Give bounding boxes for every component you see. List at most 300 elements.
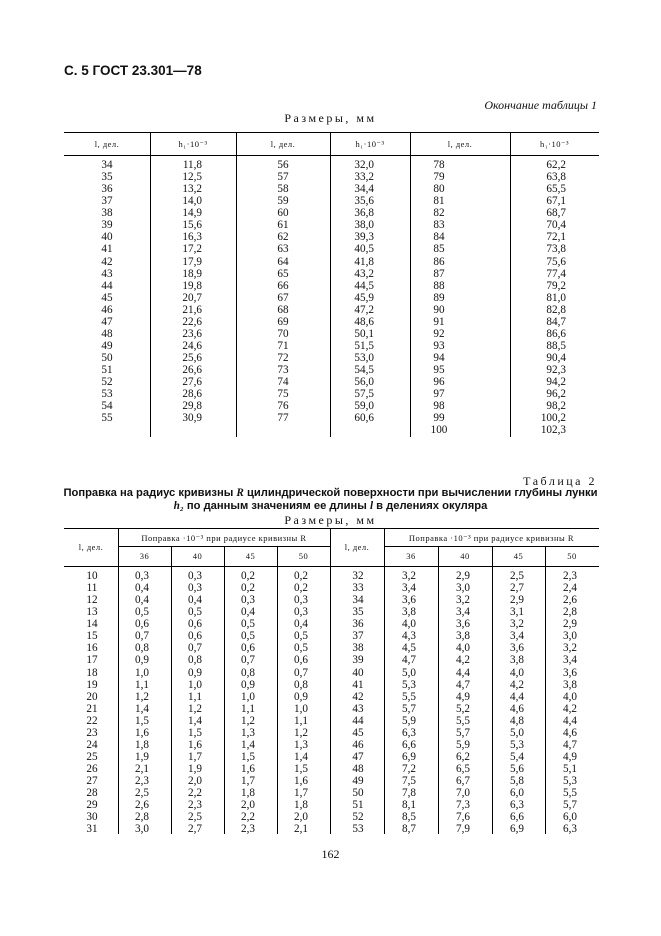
table-cell: 1,5: [241, 750, 255, 763]
table-cell: 0,9: [294, 690, 308, 703]
table-cell: 6,3: [563, 823, 577, 836]
table-cell: 94: [433, 352, 445, 364]
table-cell: 45,9: [354, 291, 374, 304]
table-cell: 17: [86, 654, 98, 667]
table-cell: 69: [277, 315, 289, 328]
table-cell: 1,0: [241, 690, 255, 703]
table-cell: 14,0: [182, 195, 202, 208]
table-cell: 1,7: [241, 775, 255, 788]
table-cell: 77,4: [546, 267, 566, 280]
table-cell: 21: [86, 702, 98, 715]
table-cell: 0,9: [188, 666, 202, 679]
table-cell: 0,5: [241, 630, 255, 643]
table-cell: 2,0: [294, 811, 308, 824]
table-cell: 2,9: [456, 570, 470, 582]
table-cell: 2,2: [241, 811, 255, 824]
table-cell: 4,7: [402, 654, 416, 667]
table-cell: 0,4: [135, 594, 149, 607]
table2-column: [340, 570, 376, 835]
table-cell: 5,6: [510, 763, 524, 775]
table-cell: 68,7: [546, 207, 566, 220]
table1-header-l: l, дел.: [270, 139, 296, 149]
table-cell: 4,8: [510, 714, 524, 727]
table-cell: 35: [352, 606, 364, 619]
table-cell: 92,3: [546, 364, 566, 377]
table-cell: 2,8: [563, 606, 577, 619]
table-cell: 95: [433, 364, 445, 377]
table-cell: 70: [277, 327, 289, 340]
table-cell: 73: [277, 364, 289, 377]
table-cell: 3,0: [135, 823, 149, 836]
table-cell: 15,6: [182, 219, 202, 232]
table-cell: 51,5: [354, 339, 374, 352]
table-cell: 59,0: [354, 400, 374, 413]
table-cell: 48: [101, 327, 113, 340]
table-cell: 0,6: [241, 642, 255, 655]
table-cell: 44: [101, 279, 113, 292]
table-cell: 1,0: [294, 702, 308, 715]
page-number: 162: [321, 847, 340, 861]
table-cell: 43,2: [354, 267, 374, 280]
table-cell: 1,8: [294, 799, 308, 812]
table-cell: 5,5: [563, 787, 577, 800]
table-cell: 2,5: [135, 787, 149, 800]
table-cell: 0,3: [294, 594, 308, 607]
table-cell: 35,6: [354, 195, 374, 208]
table-cell: 40,5: [354, 243, 374, 256]
table-cell: 3,8: [456, 630, 470, 643]
table2-header-rule: [64, 566, 599, 567]
table-cell: 3,2: [402, 570, 416, 582]
table2-radius-header: 36: [406, 551, 416, 561]
table-cell: 25: [86, 750, 98, 763]
page-header: С. 5 ГОСТ 23.301—78: [64, 63, 202, 78]
table-cell: 70,4: [546, 219, 566, 232]
table-cell: 1,5: [294, 763, 308, 775]
table-cell: 6,0: [510, 787, 524, 800]
table-cell: 98: [433, 400, 445, 413]
table-cell: 3,4: [563, 654, 577, 667]
table1-header-h1: h₁·10⁻³: [178, 139, 208, 149]
table-cell: 6,2: [456, 750, 470, 763]
table-cell: 36: [101, 183, 113, 196]
table-cell: 90: [433, 303, 445, 316]
table-cell: 1,9: [188, 763, 202, 775]
table-cell: 80: [433, 183, 445, 196]
table-cell: 46: [352, 738, 364, 751]
table2-radius-header: 36: [139, 551, 150, 561]
table-cell: 52: [352, 811, 364, 824]
table-cell: 87: [433, 267, 445, 280]
table-cell: 57: [277, 171, 289, 184]
table-cell: 3,4: [510, 630, 524, 643]
table-cell: 0,4: [241, 606, 255, 619]
table1-header-h1: h₁·10⁻³: [355, 139, 385, 149]
table1-sizes-caption: Размеры, мм: [284, 111, 377, 125]
table-cell: 96,2: [546, 388, 566, 401]
table-cell: 6,0: [563, 811, 577, 824]
table-cell: 0,6: [294, 654, 308, 667]
table-cell: 64: [277, 255, 289, 268]
table-cell: 97: [433, 388, 445, 401]
table-cell: 0,8: [135, 642, 149, 655]
table-cell: 6,9: [402, 750, 416, 763]
table-cell: 34: [352, 594, 364, 607]
table-cell: 27: [86, 775, 98, 788]
table-cell: 1,5: [188, 726, 202, 739]
table-cell: 94,2: [546, 376, 566, 389]
table-cell: 44: [352, 714, 364, 727]
table-cell: 72,1: [546, 231, 566, 244]
table-cell: 41: [101, 243, 113, 256]
table-cell: 3,6: [402, 594, 416, 607]
table-cell: 4,0: [402, 618, 416, 631]
table-cell: 37: [101, 195, 113, 208]
table-cell: 1,4: [241, 738, 255, 751]
table-cell: 5,7: [456, 726, 470, 739]
table-cell: 53: [101, 388, 113, 401]
table-cell: 19: [86, 678, 98, 691]
table2-radius-header: 40: [192, 551, 203, 561]
table-cell: 4,6: [563, 726, 577, 739]
table-cell: 17,2: [182, 243, 202, 256]
table-cell: 13,2: [182, 183, 202, 196]
table-cell: 1,1: [241, 702, 255, 715]
table-cell: 1,7: [294, 787, 308, 800]
table-cell: 6,6: [510, 811, 524, 824]
table-cell: 2,7: [510, 582, 524, 595]
table-cell: 26: [86, 763, 98, 775]
table-cell: 72: [277, 352, 289, 364]
table-cell: 5,4: [510, 750, 524, 763]
table-cell: 12: [86, 594, 98, 607]
table2-radius-header: 45: [245, 551, 256, 561]
table-cell: 2,3: [241, 823, 255, 836]
table-cell: 43: [101, 267, 113, 280]
table-cell: 2,6: [135, 799, 149, 812]
table-cell: 6,3: [510, 799, 524, 812]
table-cell: 39,3: [354, 231, 374, 244]
table-cell: 43: [352, 702, 364, 715]
table-cell: 1,5: [135, 714, 149, 727]
table-cell: 2,9: [563, 618, 577, 631]
table-cell: 1,0: [135, 666, 149, 679]
table2-column: [277, 570, 308, 835]
table-cell: 2,2: [188, 787, 202, 800]
table-cell: 23: [86, 726, 98, 739]
table-cell: 77: [277, 412, 289, 425]
table-cell: 36,8: [354, 207, 374, 220]
table-cell: 0,4: [294, 618, 308, 631]
table-cell: 5,5: [402, 690, 416, 703]
table2-divider: [330, 528, 331, 834]
table-cell: 4,9: [563, 750, 577, 763]
table2-column: [74, 570, 110, 835]
table-cell: 44,5: [354, 279, 374, 292]
table-cell: 73,8: [546, 243, 566, 256]
table-cell: 5,7: [402, 702, 416, 715]
table-cell: 83: [433, 219, 445, 232]
table-cell: 1,1: [135, 678, 149, 691]
table-cell: 0,2: [294, 570, 308, 582]
table-cell: 47: [352, 750, 364, 763]
table1-column: [266, 159, 300, 424]
table-cell: 4,0: [563, 690, 577, 703]
table-cell: 30,9: [182, 412, 202, 425]
table-cell: 7,8: [402, 787, 416, 800]
table-cell: 58: [277, 183, 289, 196]
table-cell: 6,5: [456, 763, 470, 775]
table-cell: 23,6: [182, 327, 202, 340]
table2-radius-header: 40: [460, 551, 470, 561]
table-cell: 3,1: [510, 606, 524, 619]
table-cell: 82,8: [546, 303, 566, 316]
table2-column: [224, 570, 255, 835]
table-cell: 0,9: [135, 654, 149, 667]
table-cell: 1,0: [188, 678, 202, 691]
table-cell: 78: [433, 159, 445, 171]
table-cell: 65,5: [546, 183, 566, 196]
table-cell: 0,5: [294, 630, 308, 643]
table-cell: 0,3: [294, 606, 308, 619]
table1-top-rule: [64, 132, 599, 133]
continuation-label: Окончание таблицы 1: [484, 98, 597, 112]
table-cell: 50: [101, 352, 113, 364]
table-cell: 40: [352, 666, 364, 679]
table-cell: 1,4: [135, 702, 149, 715]
table-cell: 41: [352, 678, 364, 691]
table1-column: [90, 159, 124, 424]
table-cell: 2,1: [294, 823, 308, 836]
table-cell: 47,2: [354, 303, 374, 316]
table-cell: 68: [277, 303, 289, 316]
table-cell: 90,4: [546, 352, 566, 364]
table-cell: 32: [352, 570, 364, 582]
table-cell: 0,3: [135, 570, 149, 582]
table-cell: 75: [277, 388, 289, 401]
table2-header-l: l, дел.: [344, 542, 370, 552]
table1-column: [330, 159, 374, 424]
table-cell: 75,6: [546, 255, 566, 268]
table-cell: 2,0: [188, 775, 202, 788]
table-cell: 0,6: [188, 618, 202, 631]
table-cell: 2,9: [510, 594, 524, 607]
table-cell: 5,1: [563, 763, 577, 775]
table2-group-header: Поправка ·10⁻³ при радиусе кривизны R: [141, 533, 307, 543]
table-cell: 39: [352, 654, 364, 667]
table-cell: 22,6: [182, 315, 202, 328]
table-cell: 25,6: [182, 352, 202, 364]
table-cell: 1,9: [135, 750, 149, 763]
table-cell: 48,6: [354, 315, 374, 328]
table-cell: 24: [86, 738, 98, 751]
table-cell: 13: [86, 606, 98, 619]
table-cell: 82: [433, 207, 445, 220]
table-cell: 14,9: [182, 207, 202, 220]
table-cell: 42: [352, 690, 364, 703]
table-cell: 4,2: [563, 702, 577, 715]
table-cell: 49: [352, 775, 364, 788]
table-cell: 26,6: [182, 364, 202, 377]
table-cell: 52: [101, 376, 113, 389]
table-cell: 4,7: [456, 678, 470, 691]
table-cell: 1,4: [294, 750, 308, 763]
table-cell: 86,6: [546, 327, 566, 340]
table-cell: 45: [101, 291, 113, 304]
table2-header-l: l, дел.: [78, 542, 104, 552]
table-cell: 71: [277, 339, 289, 352]
table-cell: 0,2: [294, 582, 308, 595]
table-cell: 0,7: [188, 642, 202, 655]
table-cell: 2,6: [563, 594, 577, 607]
table-cell: 0,8: [188, 654, 202, 667]
table-cell: 79: [433, 171, 445, 184]
table-cell: 3,8: [402, 606, 416, 619]
table-cell: 0,2: [241, 582, 255, 595]
table-cell: 0,7: [135, 630, 149, 643]
table-cell: 2,7: [188, 823, 202, 836]
table-cell: 86: [433, 255, 445, 268]
table-cell: 0,4: [135, 582, 149, 595]
table-cell: 3,2: [510, 618, 524, 631]
table-cell: 88: [433, 279, 445, 292]
table-cell: 15: [86, 630, 98, 643]
table-cell: 60,6: [354, 412, 374, 425]
table-cell: 3,8: [510, 654, 524, 667]
table-cell: 5,7: [563, 799, 577, 812]
table-cell: 29: [86, 799, 98, 812]
table-cell: 1,2: [188, 702, 202, 715]
table-cell: 2,1: [135, 763, 149, 775]
table-cell: 84: [433, 231, 445, 244]
table-cell: 5,3: [563, 775, 577, 788]
table-cell: 60: [277, 207, 289, 220]
table-cell: 22: [86, 714, 98, 727]
table-cell: 14: [86, 618, 98, 631]
table-cell: 38,0: [354, 219, 374, 232]
table-cell: 0,5: [135, 606, 149, 619]
table-cell: 4,0: [456, 642, 470, 655]
table-cell: 5,0: [402, 666, 416, 679]
table-cell: 1,3: [241, 726, 255, 739]
table-cell: 18,9: [182, 267, 202, 280]
table2-column: [171, 570, 202, 835]
table-cell: 37: [352, 630, 364, 643]
table-cell: 18: [86, 666, 98, 679]
table-cell: 98,2: [546, 400, 566, 413]
table-cell: 8,7: [402, 823, 416, 836]
table-cell: 5,9: [402, 714, 416, 727]
table-cell: 2,4: [563, 582, 577, 595]
table-cell: 6,6: [402, 738, 416, 751]
table-cell: 35: [101, 171, 113, 184]
table-cell: 56: [277, 159, 289, 171]
table-cell: 7,0: [456, 787, 470, 800]
table-cell: 19,8: [182, 279, 202, 292]
table-cell: 4,5: [402, 642, 416, 655]
table-cell: 29,8: [182, 400, 202, 413]
table-cell: 17,9: [182, 255, 202, 268]
table-cell: 5,5: [456, 714, 470, 727]
table-cell: 2,3: [188, 799, 202, 812]
table2-column: [545, 570, 577, 835]
table-cell: 0,7: [294, 666, 308, 679]
table1-header-rule: [64, 155, 599, 156]
table-cell: 7,3: [456, 799, 470, 812]
table-cell: 21,6: [182, 303, 202, 316]
table-cell: 24,6: [182, 339, 202, 352]
table-cell: 92: [433, 327, 445, 340]
table-cell: 38: [101, 207, 113, 220]
table-cell: 45: [352, 726, 364, 739]
table-cell: 0,3: [188, 582, 202, 595]
table-cell: 65: [277, 267, 289, 280]
table-cell: 1,3: [294, 738, 308, 751]
table-cell: 16,3: [182, 231, 202, 244]
table-cell: 16: [86, 642, 98, 655]
table-cell: 36: [352, 618, 364, 631]
table-cell: 93: [433, 339, 445, 352]
table-cell: 5,3: [402, 678, 416, 691]
table-cell: 51: [352, 799, 364, 812]
table-cell: 4,0: [510, 666, 524, 679]
table-cell: 91: [433, 315, 445, 328]
table-cell: 11,8: [182, 159, 202, 171]
table-cell: 100,2: [540, 412, 566, 425]
table-cell: 8,1: [402, 799, 416, 812]
table-cell: 8,5: [402, 811, 416, 824]
table-cell: 0,7: [241, 654, 255, 667]
table-cell: 47: [101, 315, 113, 328]
table-cell: 54,5: [354, 364, 374, 377]
table-cell: 3,4: [456, 606, 470, 619]
table-cell: 6,7: [456, 775, 470, 788]
table-cell: 62,2: [546, 159, 566, 171]
table-cell: 1,1: [188, 690, 202, 703]
table-cell: 56,0: [354, 376, 374, 389]
table-cell: 4,9: [456, 690, 470, 703]
table-cell: 50: [352, 787, 364, 800]
table-cell: 4,4: [456, 666, 470, 679]
table-cell: 7,6: [456, 811, 470, 824]
table-cell: 53,0: [354, 352, 374, 364]
table-cell: 4,6: [510, 702, 524, 715]
table-cell: 49: [101, 339, 113, 352]
table-cell: 4,2: [510, 678, 524, 691]
table-cell: 54: [101, 400, 113, 413]
table-cell: 7,5: [402, 775, 416, 788]
table2-column: [492, 570, 524, 835]
table-cell: 1,2: [294, 726, 308, 739]
table-cell: 1,2: [241, 714, 255, 727]
table-cell: 67: [277, 291, 289, 304]
table-cell: 2,5: [188, 811, 202, 824]
table1-divider: [410, 132, 411, 437]
table-cell: 2,8: [135, 811, 149, 824]
table-cell: 85: [433, 243, 445, 256]
table-cell: 0,3: [188, 570, 202, 582]
table-cell: 20,7: [182, 291, 202, 304]
table-cell: 5,2: [456, 702, 470, 715]
table-cell: 10: [86, 570, 98, 582]
table-cell: 0,6: [188, 630, 202, 643]
table-cell: 62: [277, 231, 289, 244]
table-cell: 42: [101, 255, 113, 268]
table-cell: 0,5: [188, 606, 202, 619]
table-cell: 1,1: [294, 714, 308, 727]
table-cell: 51: [101, 364, 113, 377]
table2-radius-header: 50: [567, 551, 577, 561]
